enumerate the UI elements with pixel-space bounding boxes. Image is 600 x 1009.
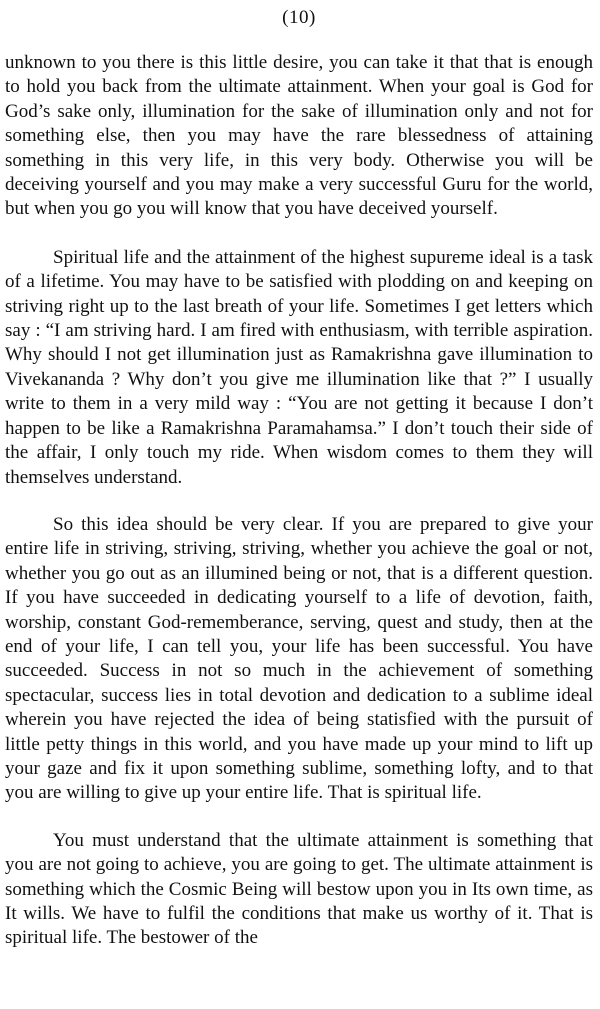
paragraph-1: unknown to you there is this little desire, you can take it that that is enough to hold you back from the ultimate attainment. When your goal is God for God’s sake only, illumination for the sake of illumination only and not for something else, then you may have the rare blessedness of attaining something in this very life, in this very body. Otherwise you will be deceiving yourself and you may make a very successful Guru for the world, but when you go you will know that you have deceived yourself. — [5, 52, 593, 220]
paragraph-4: You must understand that the ultimate attainment is something that you are not going to achieve, you are going to get. The ultimate attainment is something which the Cosmic Being will bestow upon you in Its own time, as It wills. We have to fulfil the conditions that make us worthy of it. That is spiritual life. The bestower of the — [5, 829, 593, 949]
paragraph-2: Spiritual life and the attainment of the highest supureme ideal is a task of a lifetime. You may have to be satisfied with plodding on and keeping on striving right up to the last breath of your life. Sometimes I get letters which say : “I am striving hard. I am fired with enthusiasm, with terrible aspiration. Why should I not get illumination just as Ramakrishna gave illumination to Vivekananda ? Why don’t you give me illumination like that ?” I usually write to them in a very mild way : “You are not getting it because I don’t happen to be like a Ramakrishna Paramahamsa.” I don’t touch their side of the affair, I only touch my ride. When wisdom comes to them they will themselves understand. — [5, 246, 593, 488]
page-number: (10) — [282, 7, 316, 28]
paragraph-3: So this idea should be very clear. If you are prepared to give your entire life in striving, striving, striving, whether you achieve the goal or not, whether you go out as an illumined being or not, that is a different question. If you have succeeded in dedicating yourself to a life of devotion, faith, worship, constant God-rememberance, serving, quest and study, then at the end of your life, I can tell you, your life has been successful. You have succeeded. Success in not so much in the achievement of something spectacular, success lies in total devotion and dedication to a sublime ideal wherein you have rejected the idea of being statisfied with the pursuit of little petty things in this world, and you have made up your mind to lift up your gaze and fix it upon something sublime, something lofty, and to that you are willing to give up your entire life. That is spiritual life. — [5, 513, 593, 804]
